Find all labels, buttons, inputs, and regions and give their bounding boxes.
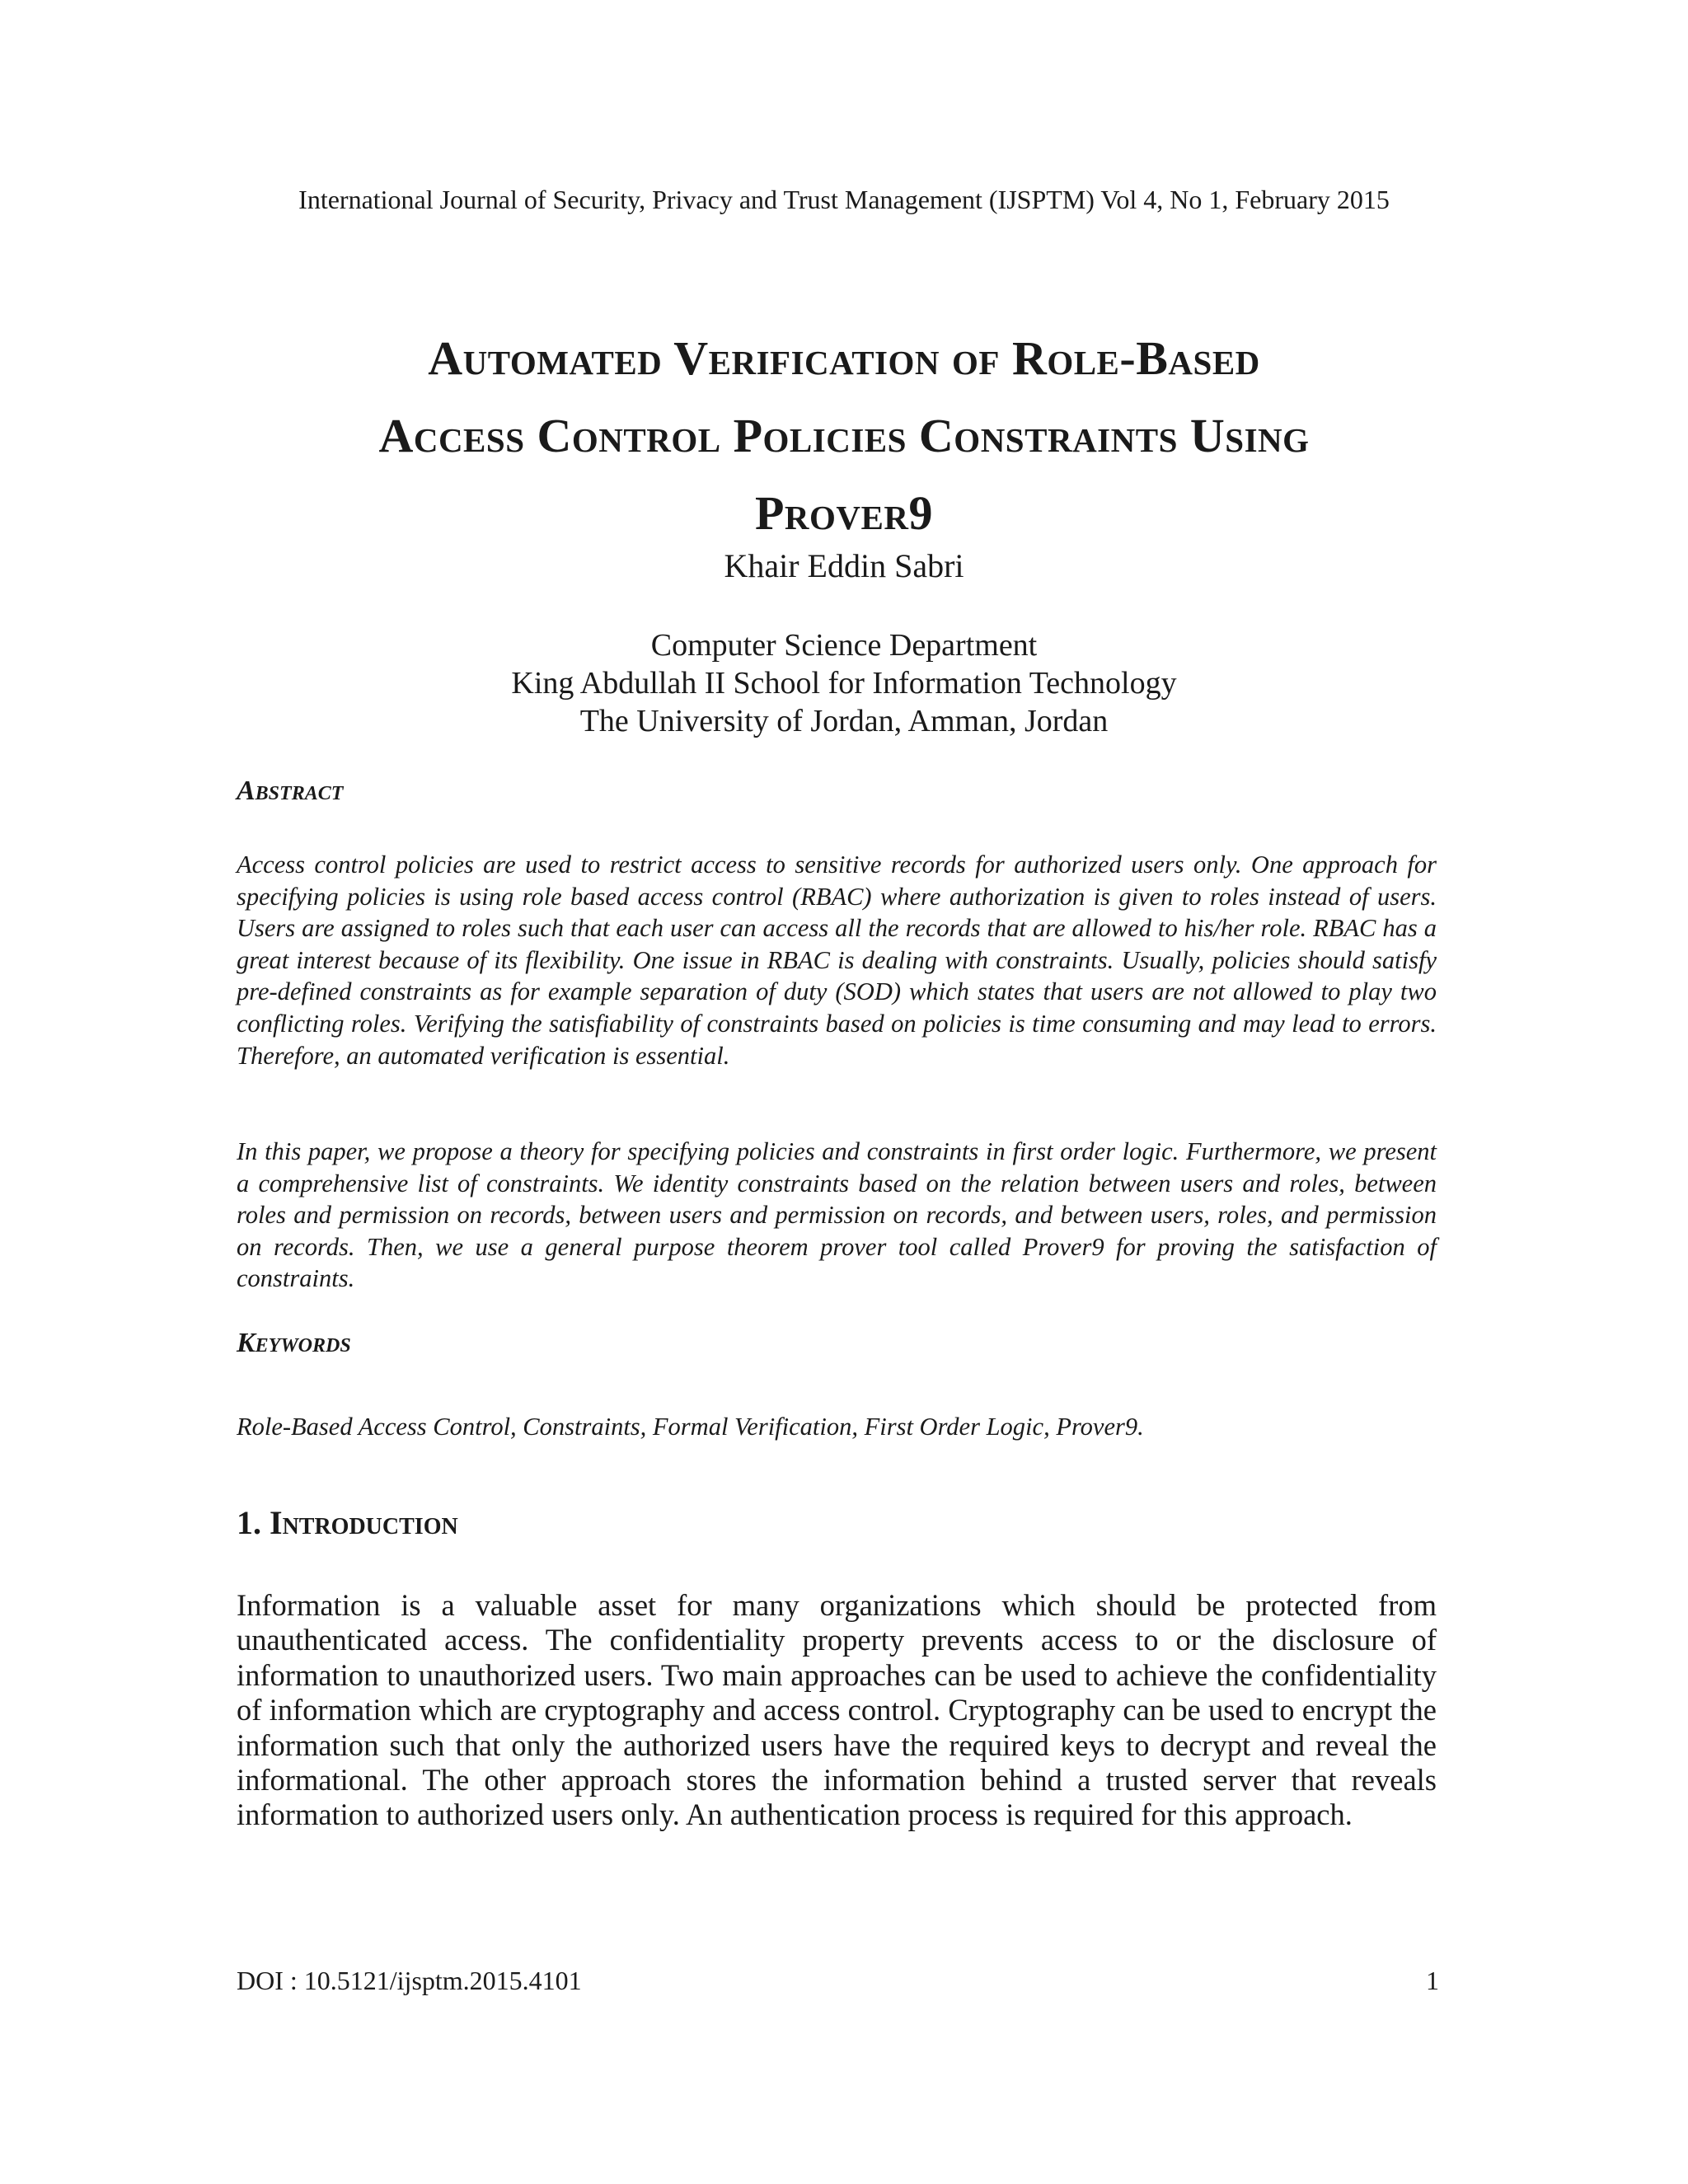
author-name: Khair Eddin Sabri xyxy=(724,547,964,584)
affiliation-line-2: King Abdullah II School for Information Technology xyxy=(511,666,1177,701)
introduction-paragraph: Information is a valuable asset for many organizations which should be protected from unauthenticated access. The confidentiality property prevents access to or the disclosure of information to unauthorized users. Two main approaches can be used to achieve the confidentiality of information which are cryptography and access control. Cryptography can be used to encrypt the information such that only the authorized users have the required keys to decrypt and reveal the informational. The other approach stores the information behind a trusted server that reveals information to authorized users only. An authentication process is required for this approach. xyxy=(237,1588,1437,1832)
title-line-1: Automated Verification of Role-Based xyxy=(428,331,1260,385)
affiliation-line-3: The University of Jordan, Amman, Jordan xyxy=(579,704,1109,738)
footer-doi: DOI : 10.5121/ijsptm.2015.4101 xyxy=(237,1966,582,1995)
abstract-heading: Abstract xyxy=(237,776,344,806)
paper-title xyxy=(165,320,1523,552)
abstract-paragraph-1: Access control policies are used to restrict access to sensitive records for authorized users only. One approach for specifying policies is using role based access control (RBAC) where authorization is given to roles instead of users. Users are assigned to roles such that each user can access all the records that are allowed to his/her role. RBAC has a great interest because of its flexibility. One issue in RBAC is dealing with constraints. Usually, policies should satisfy pre-defined constraints as for example separation of duty (SOD) which states that users are not allowed to play two conflicting roles. Verifying the satisfiability of constraints based on policies is time consuming and may lead to errors. Therefore, an automated verification is essential. xyxy=(237,851,1437,1070)
keywords-text: Role-Based Access Control, Constraints, Formal Verification, First Order Logic, Prover9. xyxy=(237,1413,1144,1441)
introduction-heading: 1. Introduction xyxy=(237,1504,458,1541)
affiliation-line-1: Computer Science Department xyxy=(650,628,1038,663)
affiliation xyxy=(0,626,1688,740)
running-header: International Journal of Security, Privacy and Trust Management (IJSPTM) Vol 4, No 1, February 2015 xyxy=(298,185,1390,214)
abstract-paragraph-2: In this paper, we propose a theory for specifying policies and constraints in first order logic. Furthermore, we present a comprehensive list of constraints. We identity constraints based on the relation between users and roles, between roles and permission on records, between users and permission on records, and between users, roles, and permission on records. Then, we use a general purpose theorem prover tool called Prover9 for proving the satisfaction of constraints. xyxy=(237,1137,1437,1293)
title-line-3: Prover9 xyxy=(755,486,933,540)
title-line-2: Access Control Policies Constraints Using xyxy=(378,409,1310,462)
page-number: 1 xyxy=(1426,1966,1439,1995)
keywords-heading: Keywords xyxy=(237,1328,351,1358)
